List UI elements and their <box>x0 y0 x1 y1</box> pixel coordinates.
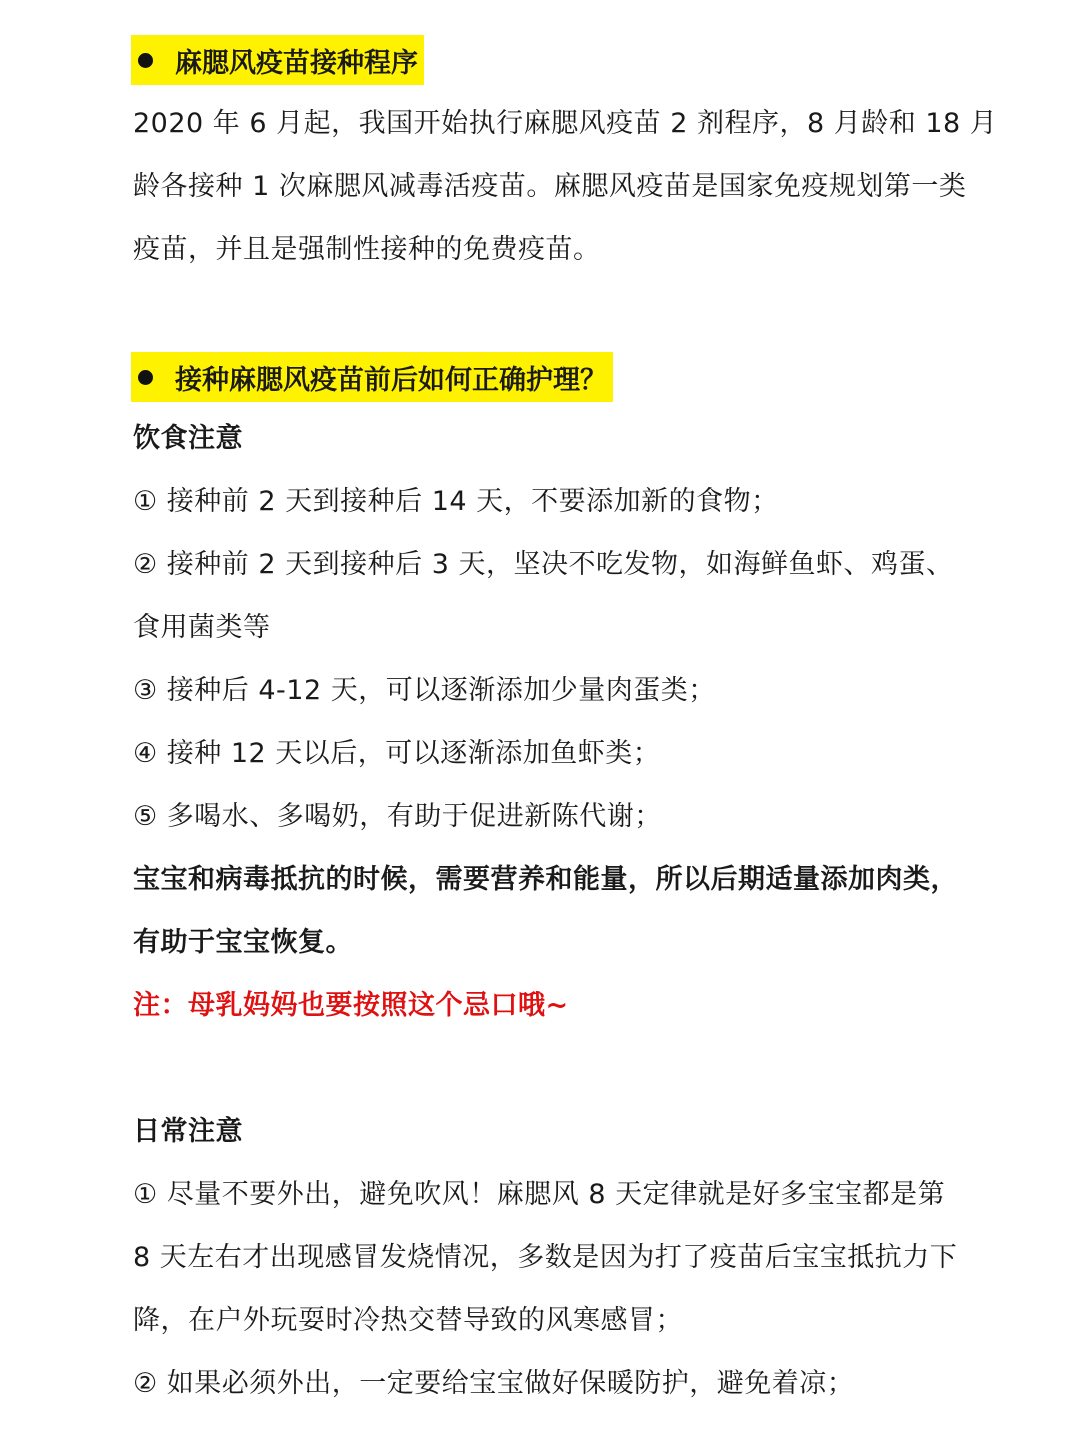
list-item: ③ 接种后 4-12 天，可以逐渐添加少量肉蛋类； <box>133 675 716 706</box>
paragraph-line: 龄各接种 1 次麻腮风减毒活疫苗。麻腮风疫苗是国家免疫规划第一类 <box>133 171 967 202</box>
list-item: ⑤ 多喝水、多喝奶，有助于促进新陈代谢； <box>133 801 662 832</box>
paragraph-line: 疫苗，并且是强制性接种的免费疫苗。 <box>133 234 601 265</box>
emphasis-line: 有助于宝宝恢复。 <box>133 927 353 958</box>
subsection-title-daily: 日常注意 <box>133 1116 243 1147</box>
subsection-title-diet: 饮食注意 <box>133 423 243 454</box>
list-item: ① 接种前 2 天到接种后 14 天，不要添加新的食物； <box>133 486 779 517</box>
list-item: 降，在户外玩耍时冷热交替导致的风寒感冒； <box>133 1305 683 1336</box>
list-item: 8 天左右才出现感冒发烧情况，多数是因为打了疫苗后宝宝抵抗力下 <box>133 1242 958 1273</box>
list-item: ② 接种前 2 天到接种后 3 天，坚决不吃发物，如海鲜鱼虾、鸡蛋、 <box>133 549 954 580</box>
emphasis-line: 宝宝和病毒抵抗的时候，需要营养和能量，所以后期适量添加肉类， <box>133 864 958 895</box>
section-heading-text: 接种麻腮风疫苗前后如何正确护理？ <box>175 364 607 396</box>
list-item: ④ 接种 12 天以后，可以逐渐添加鱼虾类； <box>133 738 661 769</box>
bullet-dot-icon <box>138 370 153 385</box>
paragraph-line: 2020 年 6 月起，我国开始执行麻腮风疫苗 2 剂程序，8 月龄和 18 月 <box>133 108 998 139</box>
list-item: 食用菌类等 <box>133 612 271 643</box>
section-heading-text: 麻腮风疫苗接种程序 <box>175 47 418 79</box>
bullet-dot-icon <box>138 53 153 68</box>
section-heading-care <box>131 352 613 402</box>
nursing-mother-note: 注：母乳妈妈也要按照这个忌口哦~ <box>133 990 569 1021</box>
section-heading-schedule <box>131 35 424 85</box>
list-item: ① 尽量不要外出，避免吹风！麻腮风 8 天定律就是好多宝宝都是第 <box>133 1179 946 1210</box>
list-item: ② 如果必须外出，一定要给宝宝做好保暖防护，避免着凉； <box>133 1368 855 1399</box>
